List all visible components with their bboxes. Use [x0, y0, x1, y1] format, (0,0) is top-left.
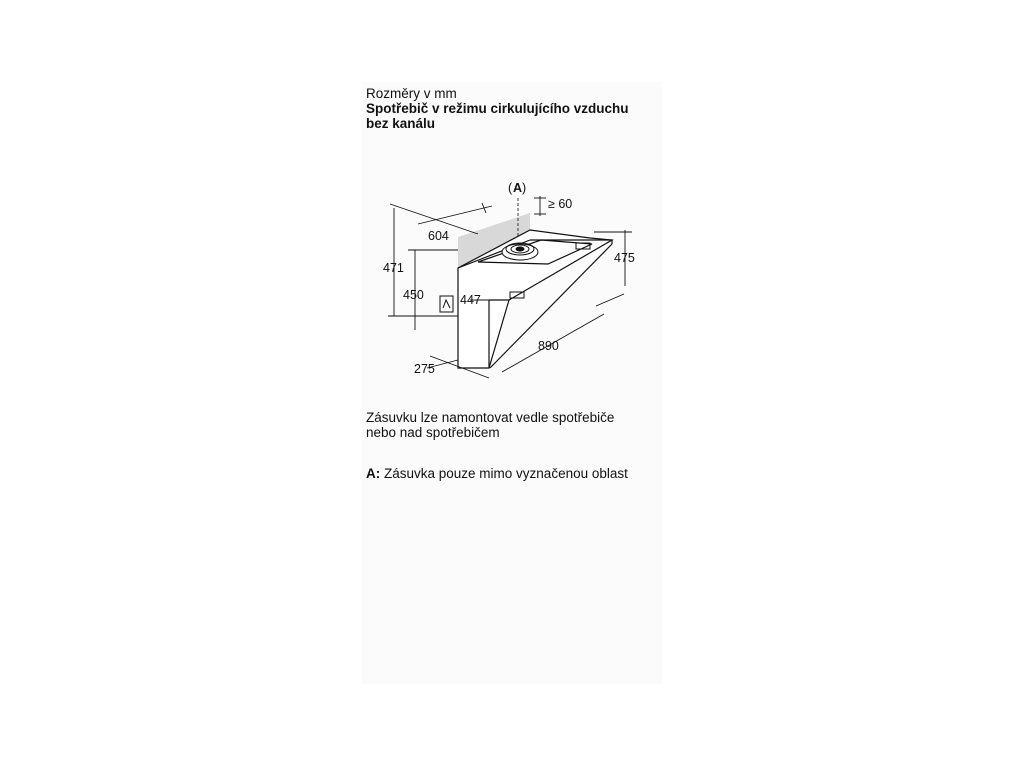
mode-title-cont: bez kanálu [366, 116, 436, 131]
label-a-close: ) [522, 181, 527, 195]
socket-icon [440, 296, 453, 312]
label-a-letter: A [513, 181, 523, 195]
dim-450: 450 [403, 288, 424, 302]
a-note-prefix: A: [366, 466, 381, 481]
socket-note-line2: nebo nad spotřebičem [366, 425, 500, 440]
dim-471: 471 [383, 261, 404, 275]
units-label: Rozměry v mm [366, 86, 457, 101]
dim-475: 475 [614, 251, 635, 265]
label-a [508, 181, 526, 195]
label-a-open: ( [508, 181, 513, 195]
socket-note [366, 410, 656, 440]
dim-275: 275 [414, 362, 435, 376]
dim-447: 447 [460, 293, 481, 307]
dim-604: 604 [428, 229, 449, 243]
dim-min-60: ≥ 60 [548, 197, 573, 211]
socket-note-line1: Zásuvku lze namontovat vedle spotřebiče [366, 410, 615, 425]
a-note-text: Zásuvka pouze mimo vyznačenou oblast [380, 466, 628, 481]
a-note [366, 466, 656, 481]
dim-890: 890 [538, 339, 559, 353]
mode-title: Spotřebič v režimu cirkulujícího vzduchu [366, 101, 629, 116]
